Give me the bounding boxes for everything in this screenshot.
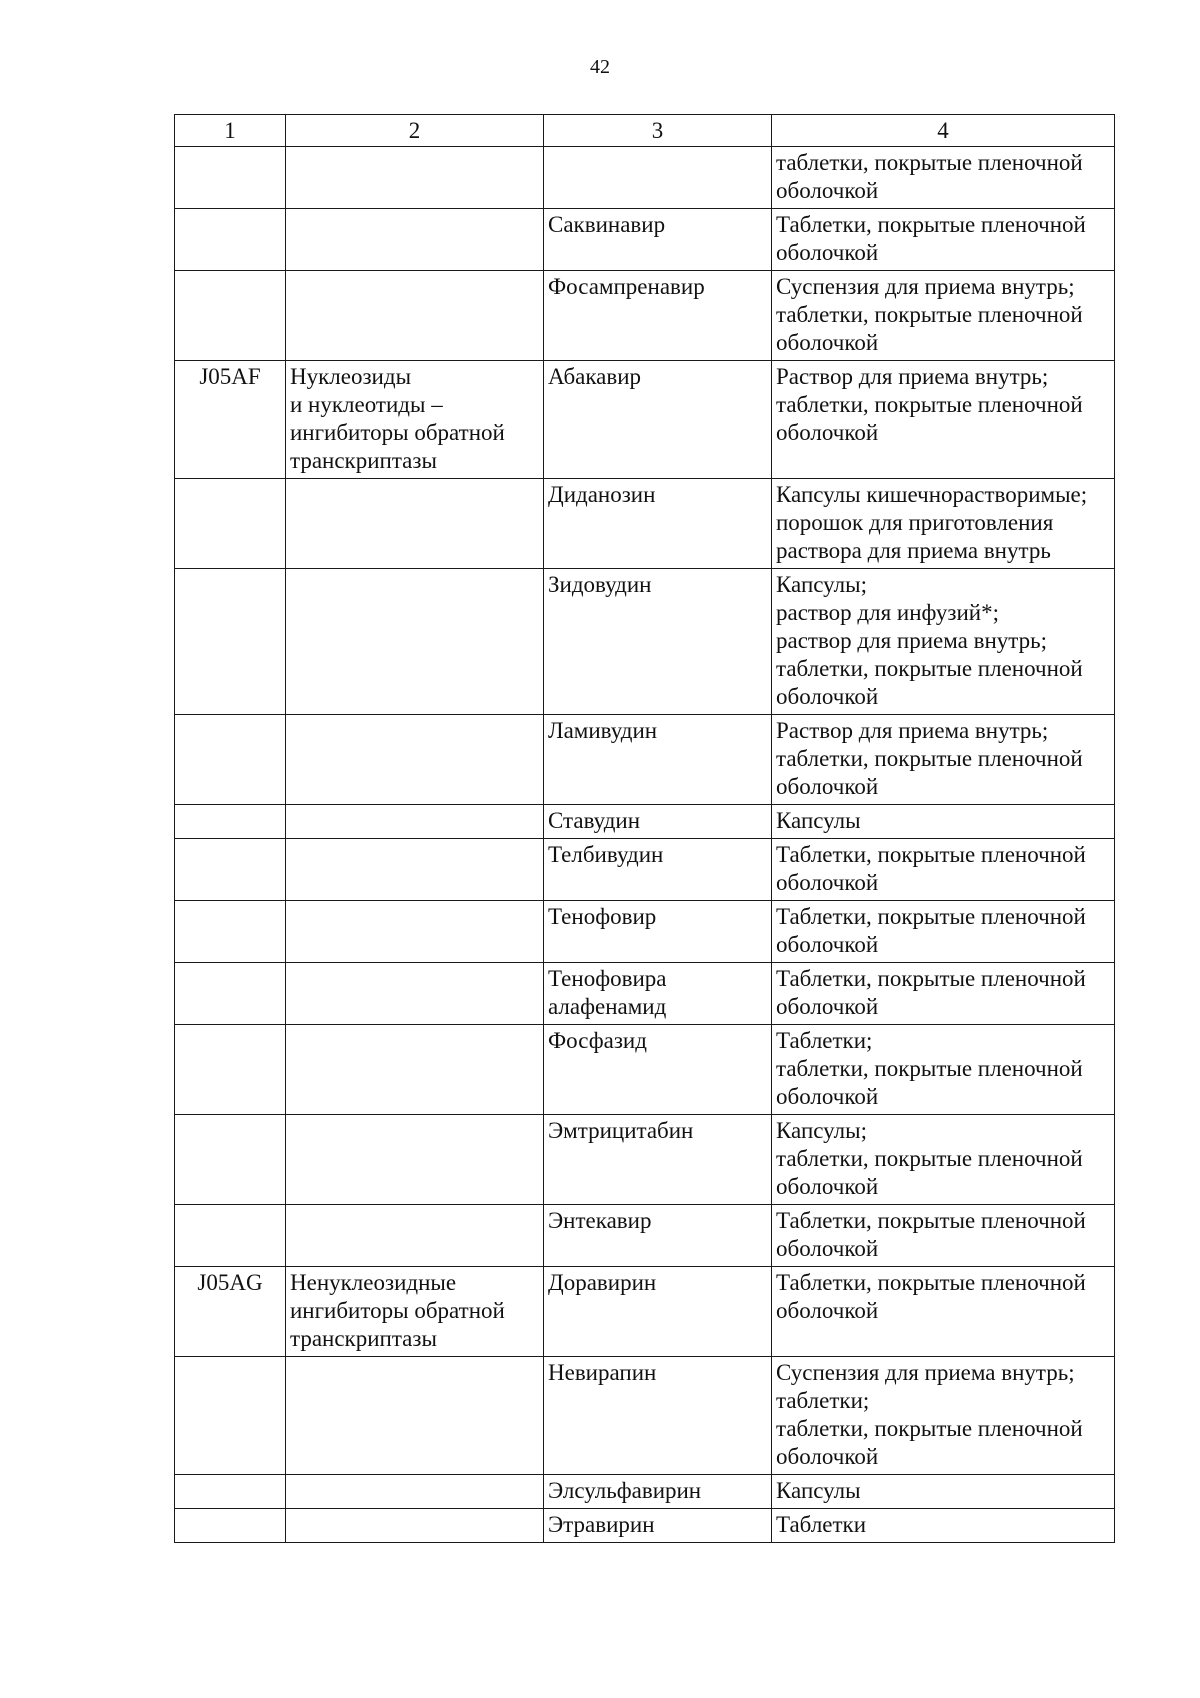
drug-name-cell: Невирапин [544,1357,772,1475]
dosage-form-cell: Таблетки, покрытые пленочной оболочкой [772,839,1115,901]
atc-code-cell [175,209,286,271]
group-name-cell [286,1115,544,1205]
drug-name-cell: Фосфазид [544,1025,772,1115]
atc-code-cell [175,147,286,209]
dosage-form-cell: Таблетки [772,1509,1115,1543]
drug-name-cell: Энтекавир [544,1205,772,1267]
table-row [175,839,1115,901]
dosage-form-cell: Капсулы [772,1475,1115,1509]
atc-code-cell [175,1115,286,1205]
dosage-form-cell: Суспензия для приема внутрь; таблетки, покрытые пленочной оболочкой [772,271,1115,361]
atc-code-cell [175,839,286,901]
dosage-form-cell: Капсулы кишечнорастворимые; порошок для приготовления раствора для приема внутрь [772,479,1115,569]
dosage-form-cell: Таблетки, покрытые пленочной оболочкой [772,1267,1115,1357]
table-row [175,209,1115,271]
drug-name-cell: Зидовудин [544,569,772,715]
atc-code-cell: J05AF [175,361,286,479]
table-row [175,1475,1115,1509]
drug-name-cell: Доравирин [544,1267,772,1357]
group-name-cell [286,805,544,839]
atc-code-cell [175,1357,286,1475]
atc-code-cell [175,1509,286,1543]
table-row [175,1025,1115,1115]
dosage-form-cell: таблетки, покрытые пленочной оболочкой [772,147,1115,209]
dosage-form-cell: Таблетки, покрытые пленочной оболочкой [772,209,1115,271]
drug-name-cell: Фосампренавир [544,271,772,361]
table-row [175,1509,1115,1543]
table-row [175,147,1115,209]
header-row [175,115,1115,147]
group-name-cell [286,1357,544,1475]
atc-code-cell [175,715,286,805]
group-name-cell [286,1205,544,1267]
page-number: 42 [590,56,610,78]
group-name-cell: Ненуклеозидные ингибиторы обратной транскриптазы [286,1267,544,1357]
group-name-cell: Нуклеозиды и нуклеотиды – ингибиторы обратной транскриптазы [286,361,544,479]
drug-name-cell: Тенофовир [544,901,772,963]
atc-code-cell [175,479,286,569]
drug-name-cell: Ставудин [544,805,772,839]
dosage-form-cell: Раствор для приема внутрь; таблетки, покрытые пленочной оболочкой [772,361,1115,479]
table-row [175,1267,1115,1357]
table-row [175,715,1115,805]
atc-code-cell [175,1205,286,1267]
atc-code-cell [175,569,286,715]
atc-code-cell [175,901,286,963]
dosage-form-cell: Таблетки, покрытые пленочной оболочкой [772,963,1115,1025]
drug-name-cell: Тенофовира алафенамид [544,963,772,1025]
group-name-cell [286,901,544,963]
drug-name-cell: Диданозин [544,479,772,569]
group-name-cell [286,147,544,209]
drug-name-cell: Ламивудин [544,715,772,805]
atc-code-cell [175,805,286,839]
drug-name-cell [544,147,772,209]
table-row [175,963,1115,1025]
dosage-form-cell: Капсулы; таблетки, покрытые пленочной оболочкой [772,1115,1115,1205]
drug-name-cell: Этравирин [544,1509,772,1543]
dosage-form-cell: Капсулы [772,805,1115,839]
group-name-cell [286,1475,544,1509]
table-row [175,1115,1115,1205]
group-name-cell [286,839,544,901]
atc-code-cell [175,271,286,361]
group-name-cell [286,1509,544,1543]
table-header [175,115,1115,147]
dosage-form-cell: Таблетки, покрытые пленочной оболочкой [772,1205,1115,1267]
atc-code-cell [175,1025,286,1115]
atc-code-cell [175,963,286,1025]
dosage-form-cell: Таблетки; таблетки, покрытые пленочной оболочкой [772,1025,1115,1115]
group-name-cell [286,963,544,1025]
header-cell-3: 3 [544,115,772,147]
table-row [175,901,1115,963]
drug-name-cell: Телбивудин [544,839,772,901]
dosage-form-cell: Капсулы; раствор для инфузий*; раствор для приема внутрь; таблетки, покрытые пленочной оболочкой [772,569,1115,715]
table-row [175,361,1115,479]
drug-table [174,114,1115,1543]
table-row [175,569,1115,715]
group-name-cell [286,569,544,715]
atc-code-cell: J05AG [175,1267,286,1357]
group-name-cell [286,271,544,361]
table-row [175,271,1115,361]
header-cell-1: 1 [175,115,286,147]
group-name-cell [286,209,544,271]
drug-name-cell: Абакавир [544,361,772,479]
header-cell-4: 4 [772,115,1115,147]
header-cell-2: 2 [286,115,544,147]
group-name-cell [286,479,544,569]
table-row [175,1205,1115,1267]
table-body [175,147,1115,1543]
drug-name-cell: Элсульфавирин [544,1475,772,1509]
atc-code-cell [175,1475,286,1509]
table-row [175,479,1115,569]
group-name-cell [286,715,544,805]
group-name-cell [286,1025,544,1115]
drug-name-cell: Саквинавир [544,209,772,271]
dosage-form-cell: Раствор для приема внутрь; таблетки, покрытые пленочной оболочкой [772,715,1115,805]
table-row [175,1357,1115,1475]
dosage-form-cell: Суспензия для приема внутрь; таблетки; таблетки, покрытые пленочной оболочкой [772,1357,1115,1475]
table-row [175,805,1115,839]
dosage-form-cell: Таблетки, покрытые пленочной оболочкой [772,901,1115,963]
drug-name-cell: Эмтрицитабин [544,1115,772,1205]
